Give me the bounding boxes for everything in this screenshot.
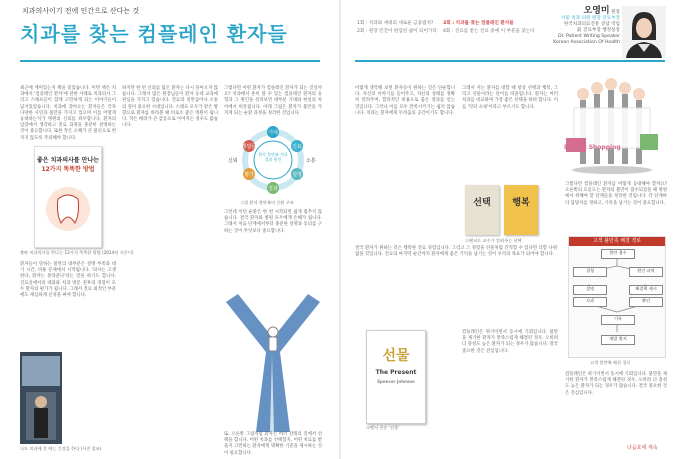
toc-item: 2회 : 원장 민간이 편입된 삶이 되어가라 — [357, 28, 437, 34]
flowchart — [568, 236, 666, 358]
book-happiness-cover — [504, 185, 538, 235]
body-text: 그렇다면 어떤 환자가 컴플레인 환자가 되는 것일까요? 치과에서 흔히 볼 수 있는 컴플레인 환자의 유형과 그 원인을 살펴보면 대부분 기대와 현실의 차이에서 비롯됩니다. 아래 그림은 환자가 불만을 가지게 되는 순환 과정을 정리한 것입니다. — [224, 86, 322, 116]
cycle-node-label: 기대 — [268, 130, 278, 136]
body-text: 환자들이 말하는 불만의 대부분은 설명 부족과 대기 시간, 비용 문제에서 시작됩니다. '의사는 고생한다, 환자는 몰라준다'라는 말을 하기도 합니다. 진료실에서의 대화와 치과 방문 전후의 경험이 모두 환자의 평가가 됩니다. 그래서 진료 외적인 부분에도 세심하게 신경을 써야 합니다. — [20, 262, 116, 299]
flow-step: 해결책 제시 — [629, 285, 663, 295]
book-title: 좋은 치과의사를 만나는 — [36, 157, 100, 164]
flow-step: 불만 접수 — [601, 249, 635, 259]
book-choice-cover — [465, 185, 499, 235]
body-text — [122, 86, 218, 456]
body-text: 컴플레인은 위기이면서 동시에 기회입니다. 불만을 제기한 환자가 만족스럽게 해결된 경우, 오히려 더 충성도 높은 환자가 되는 경우가 많습니다. 결국 중요한 것은 진심입니다. — [565, 372, 667, 396]
toc-item-current: 3회 : 치과를 찾는 컴플레인 환자들 — [443, 21, 514, 26]
book-subtitle: The Present — [375, 369, 417, 376]
flow-step: 원인 파악 — [629, 267, 663, 277]
flow-step: 설명 — [573, 285, 607, 295]
article-title: 치과를 찾는 컴플레인 환자들 — [20, 22, 288, 46]
body-text: 또, 오른쪽 그림처럼 환자는 여러 갈래의 길에서 선택을 합니다. 어떤 치과를 선택할지, 어떤 치료를 받을지 고민하는 환자에게 명확한 기준을 제시하는 것이 필요합니다. — [224, 432, 322, 456]
body-text: 컴플레인은 위기이면서 동시에 기회입니다. 불만을 제기한 환자가 만족스럽게 해결된 경우, 오히려 더 충성도 높은 환자가 되는 경우가 많습니다. 결국 중요한 것은 진심입니다. — [462, 330, 558, 354]
flow-step: 확인 — [629, 297, 663, 307]
cycle-node-label: 설명 — [292, 172, 302, 178]
tooth-illustration-icon — [39, 177, 97, 241]
flow-step: 경청 — [573, 267, 607, 277]
header-rule-right — [355, 60, 665, 62]
photo-caption: 나도 치과에 갈 때는 긴장을 한다 (사진 참조) — [20, 446, 102, 451]
author-info — [524, 8, 620, 52]
series-kicker: 치과의사이기 전에 인간으로 산다는 것 — [22, 7, 140, 15]
toc-item: 4회 : 진료를 받는 진료 중에 이 부분을 찾는다 — [443, 28, 535, 34]
author-line: Korean Association Of Health — [553, 40, 620, 45]
author-line: Dr. Patient Writing Speaker — [558, 34, 620, 39]
flow-step: 재발 방지 — [601, 335, 635, 345]
book-title: 행복 — [512, 198, 530, 208]
cycle-node-label: 결과 — [268, 186, 278, 192]
flow-step: 기록 — [601, 315, 635, 325]
book-title: 선물 — [382, 348, 410, 364]
clinic-photo — [20, 352, 62, 444]
page-fold — [339, 0, 341, 459]
cycle-center-label: 환자 불만족 진료 결과 원인 — [258, 152, 288, 162]
cycle-node-label: 진료 — [292, 144, 302, 150]
author-line: 한국치과의료진흥 상담 역임 — [563, 22, 620, 27]
body-text: 그래서 저는 환자를 대할 때 항상 선택과 행복, 그리고 선물이라는 단어를 떠올립니다. 환자는 여러 치과를 비교하며 가장 좋은 선택을 하려 합니다. 이를 '닥터 쇼핑'이라고 부르기도 합니다. — [462, 86, 558, 110]
doctor-shopping-label: Doctor Shopping — [564, 144, 621, 151]
book-cover — [34, 146, 102, 248]
body-paragraph: 하지만 한 번 신뢰를 잃은 환자는 다시 돌아오지 않습니다. 그래서 많은 원장님들이 환자 응대 교육에 관심을 가지고 있습니다. 진료의 질만큼이나 소통의 질이 중요한 시대입니다. 스태프 모두가 같은 방향으로 환자를 바라볼 때 비로소 좋은 병원이 됩니다. 작은 배려가 큰 감동으로 이어지는 경우도 많습니다. — [122, 86, 218, 129]
author-photo — [622, 6, 666, 58]
cycle-outer-label: 소통 — [306, 158, 316, 164]
book-author: Spencer Johnson — [377, 379, 415, 384]
flow-step: 사과 — [573, 297, 607, 307]
flowchart-title: 고객 불만족 해결 경로 — [569, 237, 665, 246]
body-text: 이렇게 생각해 보면 환자들이 원하는 것은 단순합니다. 자신의 이야기를 들어주고, 자신의 상태를 정확히 알려주며, 합리적인 비용으로 좋은 결과를 얻는 것입니다. 그러나 이를 모두 만족시키기는 쉽지 않습니다. 치과는 환자에게 두려움의 공간이기도 합니다. — [355, 86, 455, 116]
continued-tag: 다음호에 계속 — [627, 445, 658, 451]
cycle-node-label: 재방문 — [241, 144, 257, 150]
body-text: 최근에 재미있는지 책을 읽었습니다. 이번 책은 치과에서 '컴플레인 환자'에 관한 사례로 치과의사 그리고 스태프들이 함께 고민하게 되는 이야기들이 담겨있었습니다. 치과에 찾아오는 환자들은 각자 다양한 사연과 불만을 가지고 있으며 이를 어떻게 응대하는지가 병원의 신뢰를 좌우합니다. 환자의 입장에서 생각하고 진료 과정을 충분히 설명하는 것이 중요합니다. 또한 작은 오해가 큰 불신으로 번지지 않도록 주의해야 합니다. — [20, 86, 116, 141]
book-present-cover — [366, 330, 426, 424]
book-figure — [34, 146, 100, 254]
author-suffix: 원장 — [611, 10, 620, 15]
author-line: 前 진료부장 행정실장 — [576, 28, 620, 33]
author-name: 오영미 — [583, 6, 610, 16]
author-line: 서울 치과 의원 원장 진료부장 — [560, 16, 620, 21]
book-title: 선택 — [473, 198, 491, 208]
toc-item: 1회 : 치과와 세대의 새로운 금융법칙? — [357, 21, 434, 26]
body-text: 결국 환자가 원하는 것은 행복한 진료 경험입니다. 그리고 그 경험을 선물처럼 간직할 수 있다면 더할 나위 없을 것입니다. 진료의 마지막 순간까지 환자에게 좋은 기억을 남기는 것이 우리의 목표가 되어야 합니다. — [355, 246, 557, 258]
books-caption: 스탠퍼드 교수가 알려주는 선택 — [465, 238, 522, 243]
header-rule-left — [20, 60, 320, 62]
book-caption: 스펜서 존슨 '선물' — [366, 425, 400, 430]
cycle-diagram — [222, 120, 324, 200]
doctor-shopping-illustration — [560, 80, 666, 176]
book-subtitle: 12가지 똑똑한 방법 — [41, 166, 95, 173]
cycle-outer-label: 신뢰 — [228, 158, 238, 164]
cycle-node-label: 평가 — [244, 172, 254, 178]
body-text: 그런데 이런 순환은 한 번 시작되면 쉽게 멈추지 않습니다. 결국 환자와 병원 모두에게 손해가 됩니다. 그래서 처음 단계에서부터 충분한 설명과 동의를 구하는 것이 무엇보다 중요합니다. — [224, 210, 322, 234]
book-caption: 출판 치과의사를 만나는 12가지 똑똑한 방법 (2014년 지은이) — [20, 250, 134, 255]
body-text: 그렇다면 컴플레인 환자를 어떻게 응대해야 할까요? 오른쪽의 흐름도는 환자의 불만이 접수되었을 때 병원에서 취해야 할 단계들을 정리한 것입니다. 각 단계마다 담당자를 정하고, 기록을 남기는 것이 중요합니다. — [565, 182, 667, 206]
flowchart-caption: 고객 불만족 해결 경로 — [590, 360, 631, 365]
crossroads-illustration — [226, 272, 320, 432]
diagram-caption: 그림 환자 불만족의 순환 구조 — [240, 200, 294, 205]
